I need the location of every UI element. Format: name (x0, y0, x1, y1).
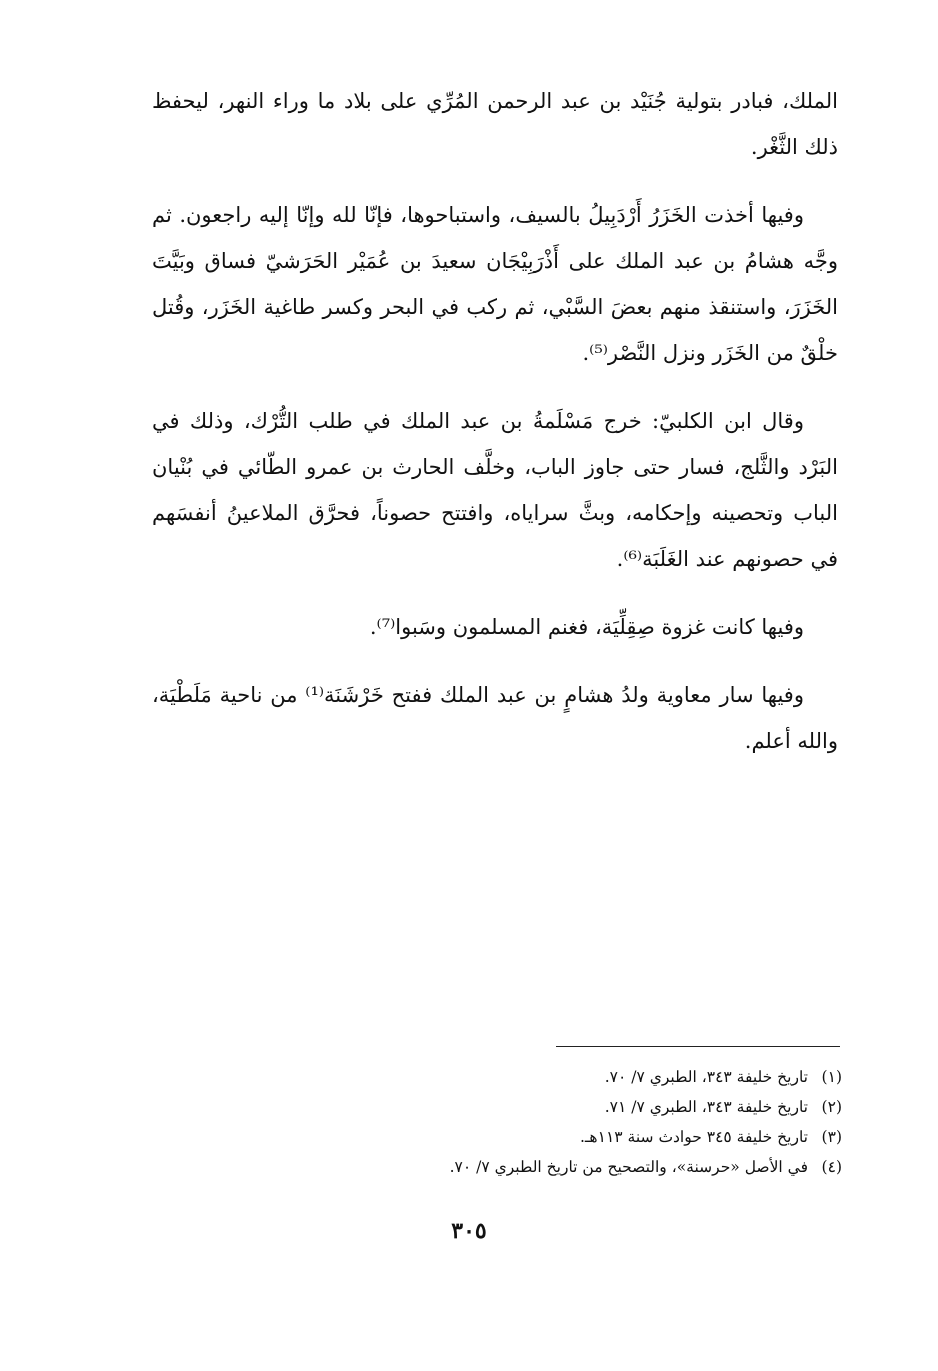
footnote-number: (٢) (821, 1098, 842, 1116)
footnote-number: (٤) (821, 1158, 842, 1176)
footnote-divider (556, 1046, 840, 1047)
paragraph-4: وفيها كانت غزوة صِقِلِّيَة، فغنم المسلمون وسَبوا⁽⁷⁾. (369, 615, 804, 639)
footnote-text: تاريخ خليفة ٣٤٣، الطبري ٧/ ٧١. (604, 1098, 808, 1116)
footnotes (282, 1062, 842, 1182)
page-number: ٣٠٥ (451, 1218, 487, 1244)
footnote-3 (282, 1122, 842, 1152)
footnote-number: (١) (821, 1068, 842, 1086)
footnote-text: تاريخ خليفة ٣٤٣، الطبري ٧/ ٧٠. (604, 1068, 808, 1086)
footnote-text: تاريخ خليفة ٣٤٥ حوادث سنة ١١٣هـ. (579, 1128, 808, 1146)
paragraph-2: وفيها أخذت الخَزَرُ أَرْدَبِيلُ بالسيف، واستباحوها، فإنّا لله وإنّا إليه راجعون. ثم وجَّه هشامُ بن عبد الملك على أَذْرَبِيْجَان سعيدَ بن عُمَيْر الحَرَشيّ فساق وبَيَّتَ الخَزَرَ، واستنقذ منهم بعضَ السَّبْي، ثم ركب في البحر وكسر طاغية الخَزَر، وقُتل خلْقٌ من الخَزَر ونزل النَّصْر⁽⁵⁾. (152, 203, 838, 365)
footnote-4 (282, 1152, 842, 1182)
main-text (152, 78, 838, 786)
paragraph-5: وفيها سار معاوية ولدُ هشامٍ بن عبد الملك ففتح خَرْشَنَة⁽¹⁾ من ناحية مَلَطْيَة، والله أعلم. (152, 683, 838, 753)
footnote-text: في الأصل «حرسنة»، والتصحيح من تاريخ الطبري ٧/ ٧٠. (449, 1158, 808, 1176)
footnote-number: (٣) (821, 1128, 842, 1146)
paragraph-3: وقال ابن الكلبيّ: خرج مَسْلَمةُ بن عبد الملك في طلب التُّرْك، وذلك في البَرْد والثَّلج، فسار حتى جاوز الباب، وخلَّف الحارث بن عمرو الطّائي في بُنْيان الباب وتحصينه وإحكامه، وبثَّ سراياه، وافتتح حصوناً، فحرَّق الملاعينُ أنفسَهم في حصونهم عند الغَلَبَة⁽⁶⁾. (152, 409, 838, 571)
paragraph-1: الملك، فبادر بتولية جُنَيْد بن عبد الرحمن المُرِّي على بلاد ما وراء النهر، ليحفظ ذلك الثَّغْر. (152, 89, 838, 159)
footnote-2 (282, 1092, 842, 1122)
footnote-1 (282, 1062, 842, 1092)
